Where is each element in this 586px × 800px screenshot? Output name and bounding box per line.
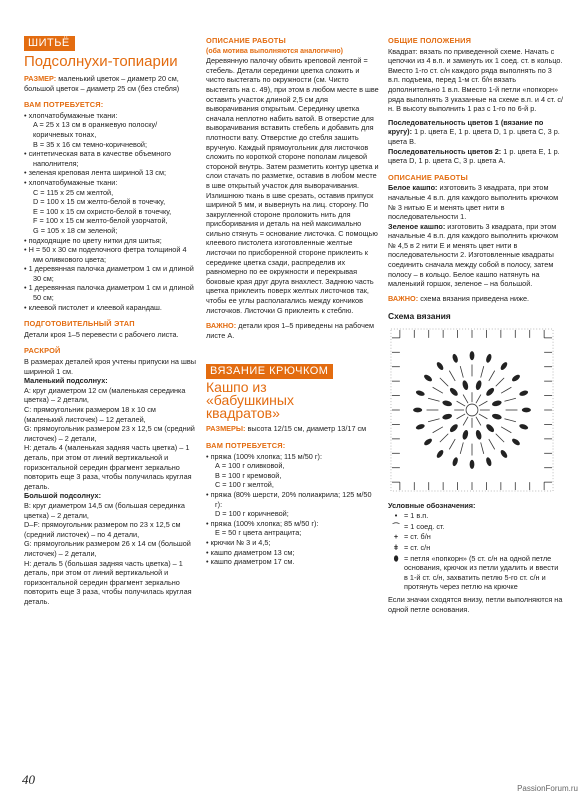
chart-popcorn [485,423,496,434]
chart-popcorn [415,423,425,430]
chart-stitch [428,419,439,422]
material-item: B = 35 x 16 см темно-коричневой; [33,139,148,149]
cutting-heading: РАСКРОЙ [24,346,61,356]
white-planter [388,183,564,221]
yarn-item: • пряжа (80% шерсти, 20% полиакрила; 125 м/50 г): [206,490,380,509]
chart-stitch [479,414,488,419]
chart-popcorn [522,408,531,413]
yarn-item: • крючки № 3 и 4,5; [206,538,380,548]
sequence-1-text: 1 р. цвета E, 1 р. цвета D, 1 р. цвета C, 3 р. цвета B. [388,127,560,146]
chart-popcorn [452,353,459,363]
chart-stitch [440,434,448,442]
work-text: Деревянную палочку обвить креповой лентой = стебель. Детали серединки цветка сложить и чисто выстегать по окружности (см. Чисто выстегать на с. 49), при этом в любом месте в шве оставить участок длиной 2,5 см для выворачивания открытым. Серединку цветка сначала неплотно набить ватой. В отверстие для выворачивания вставить стебель и добавить для плотности вату. Отверстие до стебля зашить вручную. Каждый прямоугольник для листочков сложить по короткой стороне пополам лицевой стороной внутрь. Затем разметить контур цветка и слои стачать по разметке, оставив в любом месте в шве открытый участок для выворачивания. Излишнюю ткань в шве срезать, оставив припуск шириной 5 мм, и вывернуть на лиц. сторону. По закругленной стороне проложить нить для присборивания и деталь на ней максимально сильно стянуть = основание листочка. С помощью клеевого пистолета изготовленные желтые листочки по присборенной стороне приклеить к серединке цветка сзади, распределив их равномерно по ее окружности и перекрывая боковые края друг друга внахлест. Заднюю часть цветка приклеить поверх желтых листочков так, чтобы ее углы располагались между кончиков листочков. Листочки G приклеить к стеблю. [206,56,379,315]
section-tag-sewing: ШИТЬЁ [24,36,75,51]
work-subheading: (оба мотива выполняются аналогично) [206,47,343,55]
yarn-item: D = 100 г коричневой; [215,509,289,519]
chart-stitch [449,439,455,449]
chart-stitch [504,419,515,422]
material-item: • 1 деревянная палочка диаметром 1 см и длиной 30 см; [24,264,196,283]
chart-popcorn [442,400,453,408]
column-middle [206,36,380,567]
yarn-item: • пряжа (100% хлопка; 115 м/50 г): [206,452,380,462]
yarn-item: • кашпо диаметром 17 см. [206,557,380,567]
chart-stitch [501,427,511,433]
crochet-chart [388,326,556,494]
page-number: 40 [22,772,35,787]
large-sunflower-heading: Большой подсолнух: [24,491,102,501]
size-paragraph [24,74,196,93]
chart-stitch [489,439,495,449]
material-item: • подходящие по цвету нитки для шитья; [24,236,196,246]
material-item: A = 25 x 13 см в оранжевую полоску/коричневых тонах, [33,120,158,139]
chart-stitch [449,371,455,381]
material-item: • H = 50 x 30 см поделочного фетра толщиной 4 мм оливкового цвета; [24,245,196,264]
cut-line: H: деталь 4 (маленькая задняя часть цветка) – 1 деталь, при этом от линий вертикальной и горизонтальной середин фрагмент зеркально повторить еще 3 раза, чтобы получилась круглая деталь. [24,443,192,491]
material-item: • зеленая креповая лента шириной 13 см; [24,168,196,178]
general-heading: ОБЩИЕ ПОЛОЖЕНИЯ [388,36,472,45]
yarn-item: А = 100 г оливковой, [215,461,285,471]
chart-stitch [457,414,466,419]
column-sunflowers [24,36,196,606]
popcorn-stitch-icon: ⬮ [393,553,399,563]
materials-heading-crochet: ВАМ ПОТРЕБУЕТСЯ: [206,441,286,450]
chart-stitch [428,398,439,401]
sizes-text: высота 12/15 см, диаметр 13/17 см [247,424,367,434]
legend-note: Если значки сходятся внизу, петли выполняются на одной петле основания. [388,594,563,614]
chart-popcorn [519,390,529,397]
legend-row [388,511,564,521]
work-heading-crochet: ОПИСАНИЕ РАБОТЫ [388,172,468,182]
sequence-1 [388,118,564,147]
chart-popcorn [485,353,492,363]
cut-line: В: круг диаметром 14,5 см (большая серединка цветка) – 2 детали, [24,500,185,520]
green-planter-heading: Зеленое кашпо: [388,221,446,231]
chart-popcorn [462,380,470,391]
cut-line: H: деталь 5 (большая задняя часть цветка) – 1 деталь, при этом от линий вертикальной и горизонтальной середин фрагмент зеркально повторить еще 3 раза, чтобы получилась круглая деталь. [24,558,192,606]
scheme-title: Схема вязания [388,311,451,322]
green-planter [388,222,564,289]
chart-popcorn [452,457,459,467]
size-text: маленький цветок – диаметр 20 см, большой цветок – диаметр 25 см (без стебля) [24,74,180,93]
chart-popcorn [442,413,453,421]
green-planter-text: изготовить 3 квадрата, при этом начальные 4 в.п. для каждого выполнить крючком № 4,5 в 2 нити E и менять цвет нити в последовательности 2. Изготовленные квадраты соединить сначала между собой в полосу, затем полосу – в кольцо. Белое кашпо натянуть на маленький горшок, зеленое – на большой. [388,221,559,289]
legend-row [388,532,564,542]
chart-stitch [460,366,463,377]
legend-text: = ст. б/н [404,532,431,542]
legend-row [388,543,564,553]
material-item: G = 105 x 18 см зеленой; [33,225,118,235]
important-label-crochet: ВАЖНО: [388,293,419,303]
slip-stitch-icon: ⌒ [392,521,400,531]
chart-popcorn [470,351,475,360]
chart-popcorn [485,457,492,467]
chart-stitch [496,434,504,442]
prep-text: Детали кроя 1–5 перевести с рабочего листа. [24,329,179,339]
chart-stitch [496,378,504,386]
legend-text: = петля «попкорн» (5 ст. с/н на одной петле основания, крючок из петли удалить и ввести в 1-й ст. с/н, захватить петлю 5-го ст. с/н и протянуть через петлю на крючке [404,553,559,592]
chart-popcorn [423,437,433,446]
material-item: • хлопчатобумажные ткани: [24,111,196,121]
chart-popcorn [462,429,470,440]
materials-list [24,111,196,312]
material-item: C = 115 x 25 см желтой, [33,187,114,197]
chain-symbol-icon: • [394,511,398,521]
sequence-2 [388,147,564,166]
chart-popcorn [475,380,483,391]
important-note [206,321,380,340]
chart-popcorn [435,361,444,371]
chart-stitch [463,395,468,404]
materials-heading: ВАМ ПОТРЕБУЕТСЯ: [24,100,104,110]
cut-line: D–F: прямоугольник размером по 23 x 12,5 см (средний листочек) – по 4 детали, [24,520,181,539]
material-item: E = 100 x 15 см охристо-белой в точечку, [33,206,172,216]
chart-popcorn [423,373,433,382]
single-crochet-icon: + [393,532,399,542]
prep-heading: ПОДГОТОВИТЕЛЬНЫЙ ЭТАП [24,319,135,329]
sequence-2-heading: Последовательность цветов 2: [388,146,502,156]
legend-row [388,554,564,592]
chart-popcorn [475,429,483,440]
chart-popcorn [470,460,475,469]
chart-rings [392,330,552,490]
yarn-item: • кашпо диаметром 13 см; [206,548,380,558]
column-right [388,36,564,614]
chart-popcorn [491,400,502,408]
cut-line: C: прямоугольник размером 18 x 10 см (маленький листочек) – 12 деталей, [24,405,156,424]
article-title-planters: Кашпо из «бабушкиных квадратов» [206,379,294,422]
chart-stitch [440,378,448,386]
chart-stitch [463,417,468,426]
important-label: ВАЖНО: [206,321,237,331]
white-planter-text: изготовить 3 квадрата, при этом начальные 4 в.п. для каждого выполнить крючком № 3 нитью E и менять цвет нити в последовательности 1. [388,183,559,222]
sequence-1-heading: Последовательность цветов 1 (вязание по кругу): [388,117,544,137]
chart-popcorn [499,449,508,459]
section-tag-crochet: ВЯЗАНИЕ КРЮЧКОМ [206,364,333,379]
white-planter-heading: Белое кашпо: [388,183,438,193]
legend-text: = 1 соед. ст. [404,521,445,531]
yarn-item: В = 100 г кремовой, [215,470,282,480]
material-item: • синтетическая вата в качестве объемного наполнителя; [24,149,196,168]
chart-popcorn [415,390,425,397]
sizes-paragraph [206,424,380,434]
chart-popcorn [499,361,508,371]
material-item: • 1 деревянная палочка диаметром 1 см и длиной 50 см; [24,283,196,302]
cutting-intro: В размерах деталей кроя учтены припуски на швы шириной 1 см. [24,357,196,376]
size-label: РАЗМЕР: [24,74,57,83]
small-sunflower-heading: Маленький подсолнух: [24,376,108,386]
important-text-crochet: схема вязания приведена ниже. [420,293,530,303]
chart-stitch [476,417,481,426]
important-note-crochet [388,294,564,304]
cut-line: G: прямоугольник размером 26 x 14 см (большой листочек) – 2 детали, [24,539,191,558]
legend-text: = ст. с/н [404,543,431,552]
chart-stitch [476,395,481,404]
chart-stitch [433,427,443,433]
work-heading: ОПИСАНИЕ РАБОТЫ [206,36,286,45]
general-text: Квадрат: вязать по приведенной схеме. Начать с цепочки из 4 в.п. и замкнуть их 1 соед. ст. в кольцо. Вместо 1-го ст. с/н каждого ряда выполнять по 3 в.п. подъема, перед 1-м ст. б/н вязать дополнительно 1 в.п. Вместо 1-й петли «попкорн» ряда выполнять 3 указанные на схеме в.п. и 4 ст. с/н. В высоту выполнить 1 раз с 1-го по 6-й р. [388,46,564,114]
chart-stitch [479,401,488,406]
chart-center-ring [466,404,478,416]
important-text: детали кроя 1–5 приведены на рабочем листе А. [206,321,375,340]
yarn-item: E = 50 г цвета антрацита; [215,528,302,538]
legend-text: = 1 в.п. [404,511,429,521]
material-item: • хлопчатобумажные ткани: [24,178,196,188]
chart-stitch [457,401,466,406]
article-title-sunflowers: Подсолнухи-топиарии [24,53,178,70]
chart-stitch [489,371,495,381]
chart-stitch [504,398,515,401]
chart-popcorn [435,449,444,459]
legend-heading: Условные обозначения: [388,500,476,510]
legend-row [388,522,564,532]
yarn-item: • пряжа (100% хлопка; 85 м/50 г): [206,519,380,529]
chart-popcorn [491,413,502,421]
material-item: F = 100 x 15 см желто-белой узорчатой, [33,216,168,226]
chart-popcorn [485,387,496,398]
chart-stitch [481,366,484,377]
chart-stitch [501,387,511,393]
sequence-2-text: 1 р. цвета E, 1 р. цвета D, 1 р. цвета C, 3 р. цвета A. [388,146,560,166]
cut-line: G: прямоугольник размером 23 x 12,5 см (средний листочек) – 2 детали, [24,424,195,443]
chart-popcorn [413,408,422,413]
double-crochet-icon: ǂ [393,543,399,552]
chart-popcorn [511,437,521,446]
chart-popcorn [449,423,460,434]
chart-stitch [460,442,463,453]
material-item: D = 100 x 15 см желто-белой в точечку, [33,197,166,207]
chart-popcorn [449,387,460,398]
watermark: PassionForum.ru [517,784,578,793]
chart-popcorn [511,373,521,382]
sizes-label: РАЗМЕРЫ: [206,424,246,434]
material-item: • клеевой пистолет и клеевой карандаш. [24,303,196,313]
chart-stitch [481,442,484,453]
yarn-item: С = 100 г желтой, [215,480,274,490]
chart-stitch [433,387,443,393]
chart-popcorn [519,423,529,430]
cut-line: А: круг диаметром 12 см (маленькая серединка цветка) – 2 детали, [24,385,186,405]
